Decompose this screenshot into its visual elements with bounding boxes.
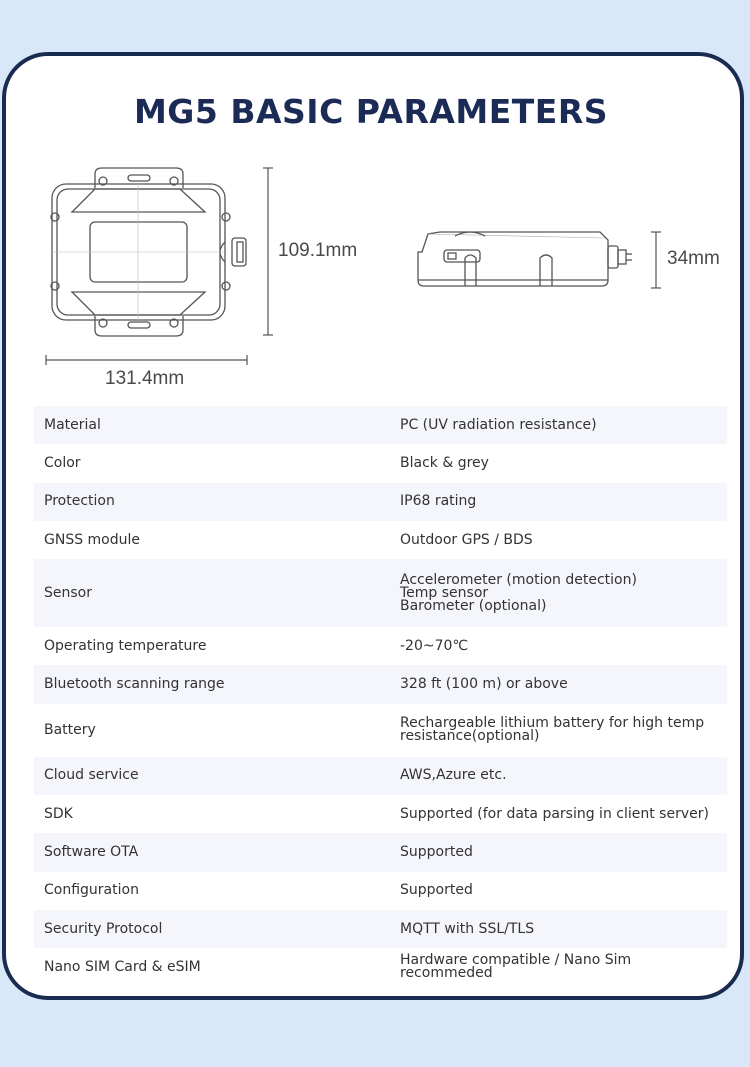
depth-dimension-label: 34mm — [667, 248, 720, 269]
spec-label: Nano SIM Card & eSIM — [44, 958, 201, 975]
spec-value-line: PC (UV radiation resistance) — [400, 416, 597, 433]
spec-value — [390, 833, 727, 871]
spec-value — [390, 406, 727, 444]
spec-value-line: 328 ft (100 m) or above — [400, 676, 568, 693]
spec-row — [34, 444, 727, 482]
spec-row — [34, 833, 727, 871]
spec-value-line: AWS,Azure etc. — [400, 767, 507, 784]
spec-label: Material — [34, 406, 390, 444]
spec-label: GNSS module — [44, 531, 141, 548]
spec-value — [390, 483, 727, 521]
spec-label: SDK — [44, 805, 73, 822]
spec-value-line: MQTT with SSL/TLS — [400, 920, 535, 937]
spec-value-line: Accelerometer (motion detection) — [400, 571, 637, 588]
spec-value — [390, 872, 727, 910]
spec-value — [390, 757, 727, 795]
spec-label: Color — [44, 454, 81, 471]
spec-value-line: Hardware compatible / Nano Sim recommeded — [400, 952, 632, 982]
device-top-view-illustration — [40, 160, 290, 375]
spec-row — [34, 948, 727, 986]
spec-row — [34, 704, 727, 757]
spec-value — [390, 444, 727, 482]
spec-row — [34, 795, 727, 833]
spec-value-line: resistance(optional) — [400, 728, 540, 745]
spec-value — [390, 627, 727, 665]
spec-value-line: Outdoor GPS / BDS — [400, 531, 533, 548]
spec-value-line: IP68 rating — [400, 493, 477, 510]
spec-value — [390, 559, 727, 627]
spec-row — [34, 872, 727, 910]
device-side-view-illustration — [410, 222, 670, 302]
spec-label: Operating temperature — [44, 637, 207, 654]
spec-value — [390, 910, 727, 948]
spec-value-line: Supported — [400, 882, 473, 899]
height-dimension-label: 109.1mm — [278, 240, 358, 261]
page-title: MG5 BASIC PARAMETERS — [133, 92, 609, 131]
spec-label: Bluetooth scanning range — [34, 665, 390, 703]
spec-row — [34, 559, 727, 627]
spec-row — [34, 483, 727, 521]
spec-value — [390, 704, 727, 757]
spec-value — [390, 521, 727, 559]
spec-value — [390, 665, 727, 703]
spec-value — [390, 948, 727, 986]
spec-row — [34, 406, 727, 444]
spec-value — [390, 795, 727, 833]
spec-label: Software OTA — [34, 833, 390, 871]
spec-label: Configuration — [44, 882, 139, 899]
spec-table — [34, 406, 727, 987]
spec-label: Battery — [44, 721, 96, 738]
spec-row — [34, 757, 727, 795]
spec-value-line: Temp sensor — [400, 584, 489, 601]
width-dimension-label: 131.4mm — [105, 368, 185, 389]
spec-label: Cloud service — [34, 757, 390, 795]
spec-row — [34, 910, 727, 948]
spec-value-line: Black & grey — [400, 454, 489, 471]
spec-value-line: Supported (for data parsing in client server) — [400, 805, 709, 822]
spec-label: Protection — [34, 483, 390, 521]
spec-row — [34, 521, 727, 559]
spec-row — [34, 665, 727, 703]
spec-value-line: Rechargeable lithium battery for high temp — [400, 715, 705, 732]
spec-value-line: Supported — [400, 844, 473, 861]
spec-value-line: -20~70℃ — [400, 637, 469, 654]
spec-label: Sensor — [34, 559, 390, 627]
spec-value-line: Barometer (optional) — [400, 597, 547, 614]
spec-label: Security Protocol — [34, 910, 390, 948]
spec-row — [34, 627, 727, 665]
